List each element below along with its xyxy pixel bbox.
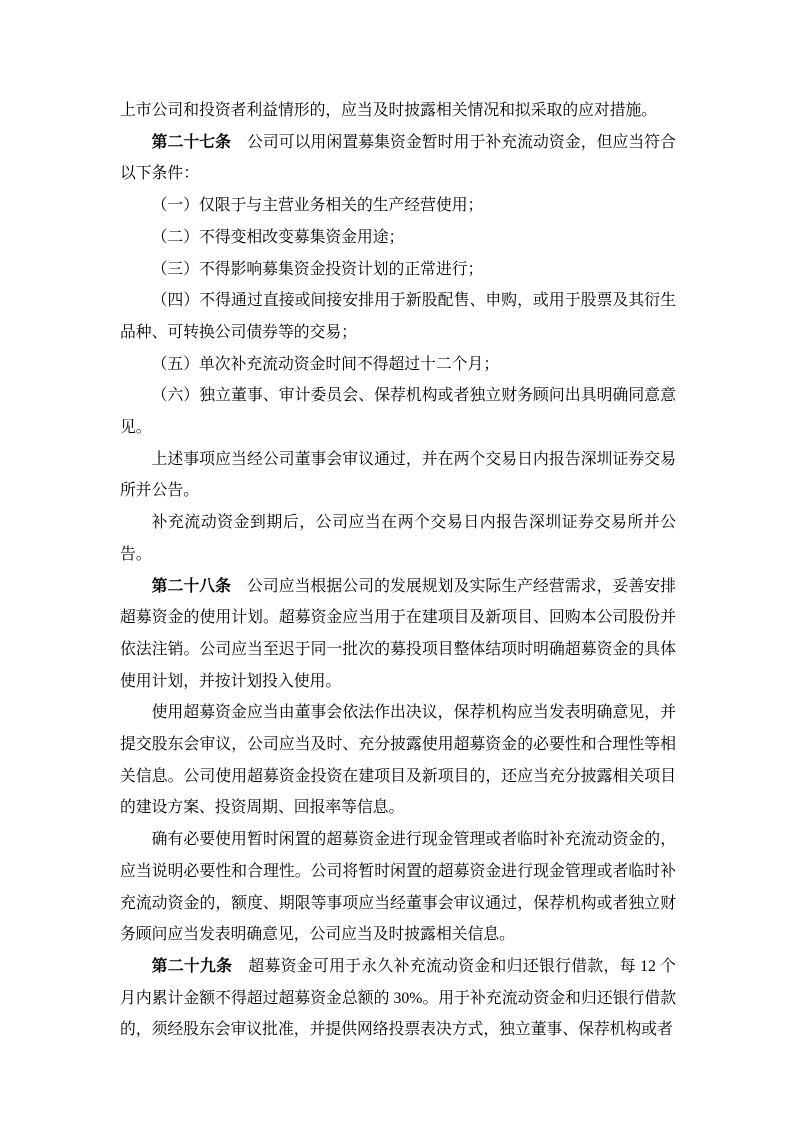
text-run: （二）不得变相改变募集资金用途； (151, 228, 405, 246)
text-run: （四）不得通过直接或间接安排用于新股配售、申购，或用于股票及其衍生品种、可转换公司债券等的交易； (120, 292, 676, 341)
text-run: 上述事项应当经公司董事会审议通过，并在两个交易日内报告深圳证券交易所并公告。 (120, 450, 676, 500)
text-run: 确有必要使用暂时闲置的超募资金进行现金管理或者临时补充流动资金的，应当说明必要性和合理性。公司将暂时闲置的超募资金进行现金管理或者临时补充流动资金的，额度、期限等事项应当经董事会审议通过，保荐机构或者独立财务顾问应当发表明确意见，公司应当及时披露相关信息。 (120, 831, 676, 944)
text-run: 上市公司和投资者利益情形的，应当及时披露相关情况和拟采取的应对措施。 (120, 102, 658, 119)
text-run: （六）独立董事、审计委员会、保荐机构或者独立财务顾问出具明确同意意见。 (120, 387, 676, 437)
paragraph-idle-funds (120, 824, 676, 951)
paragraph-expiry-report (120, 507, 676, 570)
paragraph-item-3 (120, 254, 676, 286)
document-body (120, 95, 676, 1046)
article-number: 第二十八条 (151, 577, 232, 595)
text-run: （一）仅限于与主营业务相关的生产经营使用； (151, 197, 484, 215)
article-number: 第二十七条 (151, 133, 232, 151)
paragraph-continuation (120, 95, 676, 127)
paragraph-article-29 (120, 951, 676, 1046)
text-run: 超募资金可用于永久补充流动资金和归还银行借款，每 12 个月内累计金额不得超过超募资金总额的 30%。用于补充流动资金和归还银行借款的，须经股东会审议批准，并提供网络投票表决方式，独立董事、保荐机构或者 (120, 957, 676, 1039)
paragraph-article-27 (120, 127, 676, 190)
paragraph-item-5 (120, 349, 676, 381)
text-run: （三）不得影响募集资金投资计划的正常进行； (151, 260, 484, 278)
paragraph-item-4 (120, 285, 676, 348)
paragraph-item-6 (120, 380, 676, 443)
text-run: 补充流动资金到期后，公司应当在两个交易日内报告深圳证券交易所并公告。 (120, 514, 676, 563)
text-run: 公司应当根据公司的发展规划及实际生产经营需求，妥善安排超募资金的使用计划。超募资金应当用于在建项目及新项目、回购本公司股份并依法注销。公司应当至迟于同一批次的募投项目整体结项时明确超募资金的具体使用计划，并按计划投入使用。 (120, 577, 676, 690)
text-run: 公司可以用闲置募集资金暂时用于补充流动资金，但应当符合以下条件： (120, 133, 676, 183)
paragraph-board-review (120, 444, 676, 507)
paragraph-article-28 (120, 571, 676, 698)
text-run: 使用超募资金应当由董事会依法作出决议，保荐机构应当发表明确意见，并提交股东会审议，公司应当及时、充分披露使用超募资金的必要性和合理性等相关信息。公司使用超募资金投资在建项目及新项目的，还应当充分披露相关项目的建设方案、投资周期、回报率等信息。 (120, 704, 676, 817)
paragraph-overraise-use (120, 697, 676, 824)
paragraph-item-2 (120, 222, 676, 254)
paragraph-item-1 (120, 190, 676, 222)
text-run: （五）单次补充流动资金时间不得超过十二个月； (151, 355, 500, 373)
article-number: 第二十九条 (151, 957, 233, 975)
